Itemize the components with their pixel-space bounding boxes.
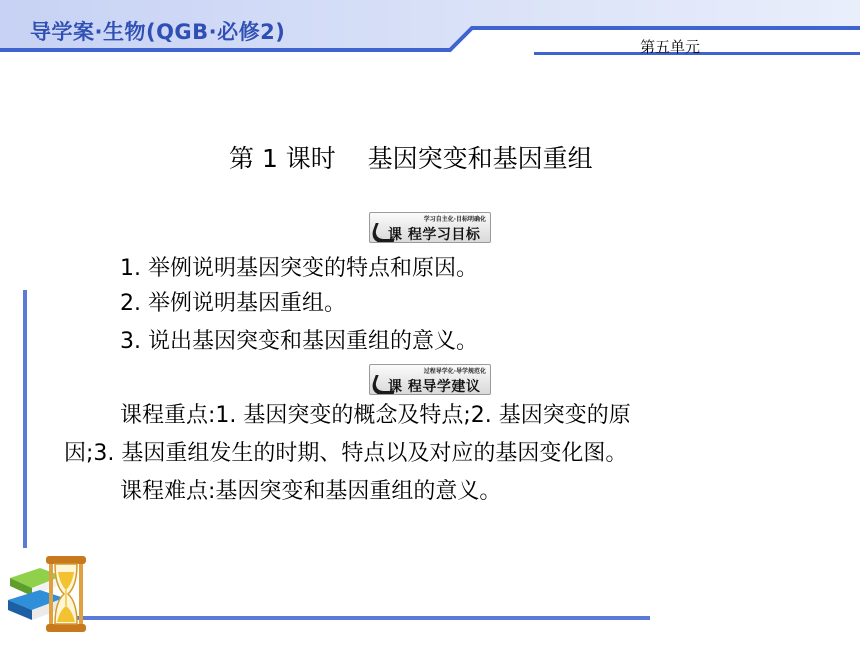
guidance-badge-label: 课 程导学建议 [388,379,481,395]
left-accent-line [23,290,27,548]
hourglass-books-icon [6,552,92,638]
header-title: 导学案·生物(QGB·必修2) [30,20,286,44]
objectives-badge-label: 课 程学习目标 [388,227,481,243]
unit-label: 第五单元 [640,38,701,56]
bottom-accent-line [74,616,650,620]
objective-item: 3. 说出基因突变和基因重组的意义。 [120,329,478,354]
guidance-badge-subtitle: 过程导学化·导学规范化 [423,368,486,375]
objectives-badge-subtitle: 学习自主化·目标明确化 [423,216,486,223]
objectives-badge [369,212,491,243]
guidance-badge [369,364,491,395]
objective-item: 2. 举例说明基因重组。 [120,291,346,316]
key-points-line-1: 课程重点:1. 基因突变的概念及特点;2. 基因突变的原 [120,403,631,428]
difficulties-line: 课程难点:基因突变和基因重组的意义。 [120,479,502,504]
lesson-title: 第 1 课时 基因突变和基因重组 [229,144,593,173]
objective-item: 1. 举例说明基因突变的特点和原因。 [120,256,478,281]
key-points-line-2: 因;3. 基因重组发生的时期、特点以及对应的基因变化图。 [64,441,628,466]
